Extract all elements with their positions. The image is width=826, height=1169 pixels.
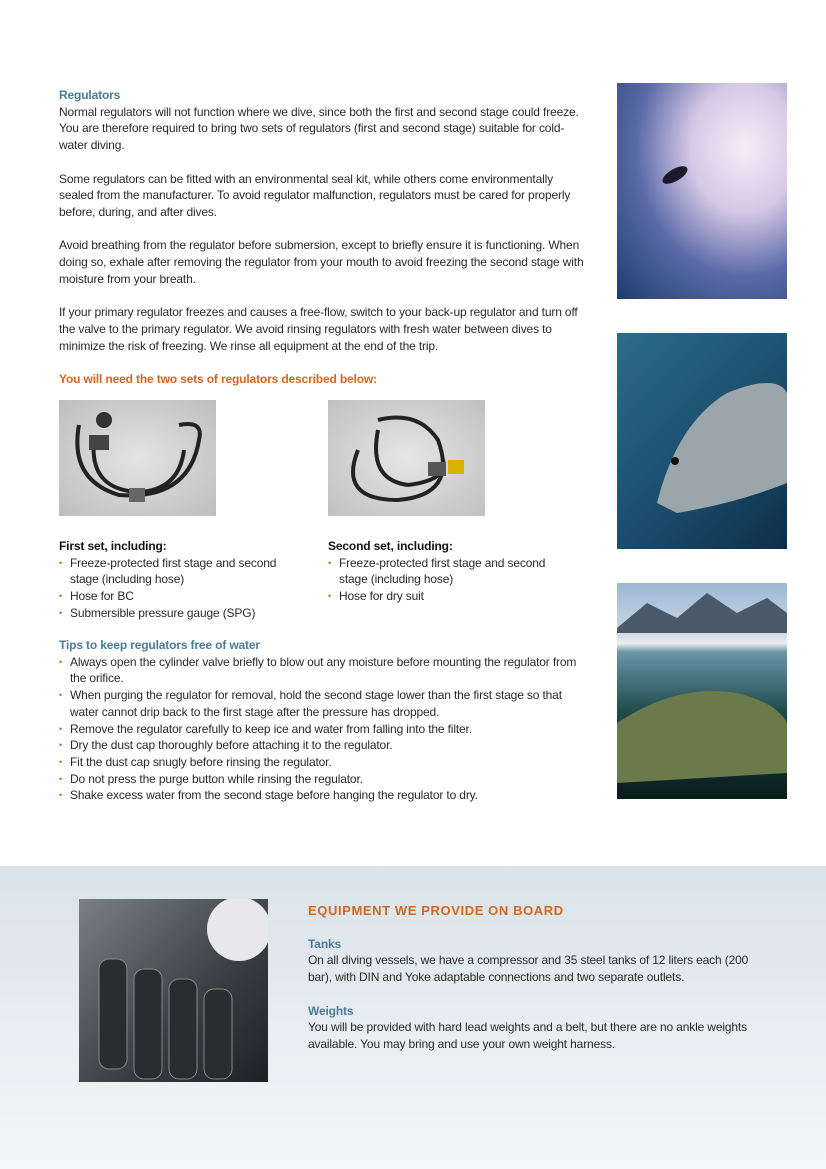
equipment-heading: EQUIPMENT WE PROVIDE ON BOARD	[308, 903, 564, 918]
list-item: • Freeze-protected first stage and second stage (including hose)	[328, 555, 568, 588]
regulator-set-1-photo	[59, 400, 216, 516]
list-item: • Shake excess water from the second stage before hanging the regulator to dry.	[59, 787, 589, 804]
tips-section	[59, 637, 589, 804]
paragraph: Normal regulators will not function where we dive, since both the first and second stage could freeze. You are therefore required to bring two sets of regulators (first and second stage) suitable for cold-water diving.	[59, 104, 579, 153]
weights-text: You will be provided with hard lead weights and a belt, but there are no ankle weights available. You may bring and use your own weight harness.	[308, 1020, 747, 1051]
steel-tanks-photo	[79, 899, 268, 1082]
list-item: • Do not press the purge button while rinsing the regulator.	[59, 771, 589, 788]
diver-iceberg-photo	[617, 83, 787, 299]
list-item: • Dry the dust cap thoroughly before attaching it to the regulator.	[59, 737, 589, 754]
regulators-heading: Regulators	[59, 88, 121, 102]
paragraph: Some regulators can be fitted with an environmental seal kit, while others come environmentally sealed from the manufacturer. To avoid regulator malfunction, regulators must be cared for properly before, during, and after dives.	[59, 171, 571, 219]
list-item: • Hose for BC	[59, 588, 299, 605]
list-item: • Always open the cylinder valve briefly to blow out any moisture before mounting the regulator from the orifice.	[59, 654, 589, 687]
leopard-seal-photo	[617, 333, 787, 549]
paragraph: Avoid breathing from the regulator before submersion, except to briefly ensure it is functioning. When doing so, exhale after removing the regulator from your mouth to avoid freezing the second stage with moisture from your breath.	[59, 238, 584, 286]
second-set-title: Second set, including:	[328, 539, 453, 553]
tanks-text: On all diving vessels, we have a compressor and 35 steel tanks of 12 liters each (200 bar), with DIN and Yoke adaptable connections and two separate outlets.	[308, 953, 749, 985]
paragraph: If your primary regulator freezes and causes a free-flow, switch to your back-up regulator and turn off the valve to the primary regulator. We avoid rinsing regulators with fresh water between dives to minimize the risk of freezing. We rinse all equipment at the end of the trip.	[59, 305, 578, 353]
antarctic-coast-photo	[617, 583, 787, 799]
equipment-text	[308, 903, 758, 1069]
tanks-heading: Tanks	[308, 936, 342, 951]
list-item: • Fit the dust cap snugly before rinsing the regulator.	[59, 754, 589, 771]
need-heading: You will need the two sets of regulators described below:	[59, 371, 377, 386]
second-set	[328, 538, 568, 605]
list-item: • Hose for dry suit	[328, 588, 568, 605]
weights-heading: Weights	[308, 1003, 354, 1018]
regulators-section	[59, 87, 584, 388]
list-item: • Submersible pressure gauge (SPG)	[59, 605, 299, 622]
list-item: • When purging the regulator for removal, hold the second stage lower than the first stage so that water cannot drip back to the first stage after the pressure has dropped.	[59, 687, 589, 720]
list-item: • Freeze-protected first stage and second stage (including hose)	[59, 555, 299, 588]
list-item: • Remove the regulator carefully to keep ice and water from falling into the filter.	[59, 721, 589, 738]
first-set	[59, 538, 299, 622]
tips-heading: Tips to keep regulators free of water	[59, 638, 260, 652]
first-set-title: First set, including:	[59, 539, 167, 553]
regulator-set-2-photo	[328, 400, 485, 516]
